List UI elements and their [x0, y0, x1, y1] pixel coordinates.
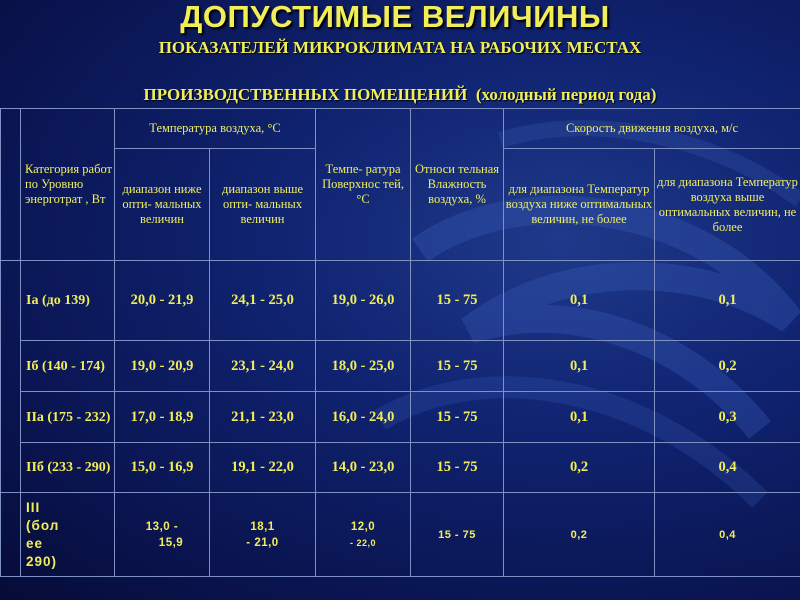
row-speed-above: 0,4: [655, 493, 800, 577]
row-below-opt: 15,0 - 16,9: [115, 443, 210, 493]
row-category: Iб (140 - 174): [21, 341, 115, 392]
row-humidity: 15 - 75: [411, 443, 504, 493]
slide-title: ДОПУСТИМЫЕ ВЕЛИЧИНЫ: [180, 0, 610, 34]
row-category: Iа (до 139): [21, 261, 115, 341]
header-air-temp: Температура воздуха, °С: [115, 109, 316, 149]
row-above-opt: 19,1 - 22,0: [210, 443, 316, 493]
value-line: - 22,0: [350, 537, 377, 548]
row-below-opt: [115, 493, 210, 577]
value-line: 13,0 -: [145, 520, 179, 533]
row-humidity: 15 - 75: [411, 261, 504, 341]
row-surface-temp: 18,0 - 25,0: [316, 341, 411, 392]
row-above-opt: 23,1 - 24,0: [210, 341, 316, 392]
header-speed-above: для диапазона Температур воздуха выше оптимальных величин, не более: [655, 149, 800, 261]
table-row-last: [1, 493, 800, 577]
header-below-opt: диапазон ниже опти- мальных величин: [115, 149, 210, 261]
subtitle-main: ПРОИЗВОДСТВЕННЫХ ПОМЕЩЕНИЙ: [143, 85, 468, 104]
header-speed-below: для диапазона Температур воздуха ниже оптимальных величин, не более: [504, 149, 655, 261]
row-speed-above: 0,4: [655, 443, 800, 493]
row-speed-above: 0,2: [655, 341, 800, 392]
header-air-speed: Скорость движения воздуха, м/с: [504, 109, 800, 149]
category-line: 290): [26, 553, 58, 569]
value-line: 15,9: [158, 536, 184, 549]
row-above-opt: 24,1 - 25,0: [210, 261, 316, 341]
header-category: Категория работ по Уровню энерготрат , Вт: [21, 109, 115, 261]
row-speed-below: 0,2: [504, 443, 655, 493]
table-row: [1, 392, 800, 443]
row-category: [21, 493, 115, 577]
value-line: 18,1: [250, 520, 275, 533]
category-line: ее: [26, 535, 44, 551]
header-humidity: Относи тельная Влажность воздуха, %: [411, 109, 504, 261]
table-row: [1, 261, 800, 341]
category-line: (бол: [26, 517, 60, 533]
table-row: [1, 341, 800, 392]
row-spacer-cell: [1, 493, 21, 577]
row-category: IIб (233 - 290): [21, 443, 115, 493]
row-speed-below: 0,1: [504, 261, 655, 341]
row-humidity: 15 - 75: [411, 341, 504, 392]
table-row: [1, 443, 800, 493]
row-humidity: 15 - 75: [411, 493, 504, 577]
row-above-opt: [210, 493, 316, 577]
row-below-opt: 17,0 - 18,9: [115, 392, 210, 443]
subtitle-period: (холодный период года): [475, 85, 657, 104]
row-spacer-cell: [1, 261, 21, 493]
value-line: 12,0: [350, 520, 376, 533]
slide-subtitle-2: [0, 85, 800, 105]
header-spacer-cell: [1, 109, 21, 261]
row-above-opt: 21,1 - 23,0: [210, 392, 316, 443]
row-speed-below: 0,2: [504, 493, 655, 577]
category-line: III: [26, 499, 41, 515]
row-surface-temp: 14,0 - 23,0: [316, 443, 411, 493]
slide-subtitle: ПОКАЗАТЕЛЕЙ МИКРОКЛИМАТА НА РАБОЧИХ МЕСТАХ: [158, 38, 642, 57]
row-humidity: 15 - 75: [411, 392, 504, 443]
microclimate-table: [0, 108, 800, 577]
row-surface-temp: 16,0 - 24,0: [316, 392, 411, 443]
value-line: - 21,0: [246, 536, 279, 549]
row-speed-above: 0,1: [655, 261, 800, 341]
row-below-opt: 19,0 - 20,9: [115, 341, 210, 392]
row-category: IIа (175 - 232): [21, 392, 115, 443]
row-below-opt: 20,0 - 21,9: [115, 261, 210, 341]
row-surface-temp: [316, 493, 411, 577]
header-surface-temp: Темпе- ратура Поверхнос тей, °С: [316, 109, 411, 261]
row-surface-temp: 19,0 - 26,0: [316, 261, 411, 341]
row-speed-below: 0,1: [504, 392, 655, 443]
header-row-1: [1, 109, 800, 149]
row-speed-below: 0,1: [504, 341, 655, 392]
header-above-opt: диапазон выше опти- мальных величин: [210, 149, 316, 261]
row-speed-above: 0,3: [655, 392, 800, 443]
